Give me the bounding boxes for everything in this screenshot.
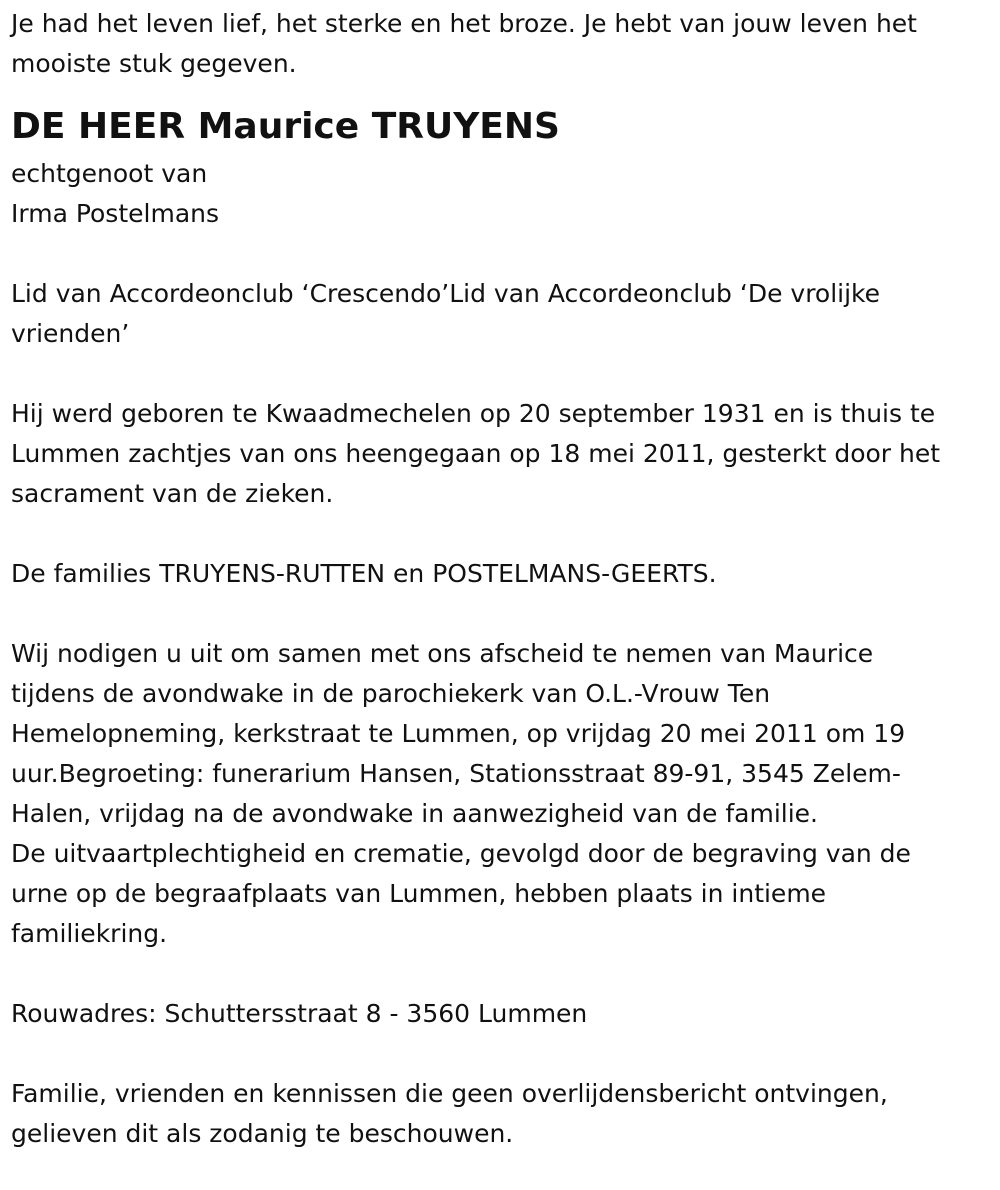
quote-paragraph bbox=[11, 4, 993, 84]
invitation-line: urne op de begraafplaats van Lummen, hebben plaats in intieme bbox=[11, 879, 827, 908]
birth-death-line: Lummen zachtjes van ons heengegaan op 18 mei 2011, gesterkt door het bbox=[11, 439, 941, 468]
spacer bbox=[11, 594, 993, 634]
quote-line: Je had het leven lief, het sterke en het broze. Je hebt van jouw leven het bbox=[11, 9, 917, 38]
families-line: De families TRUYENS-RUTTEN en POSTELMANS-GEERTS. bbox=[11, 559, 717, 588]
birth-death-paragraph bbox=[11, 394, 993, 514]
membership-line: Lid van Accordeonclub ‘Crescendo’Lid van Accordeonclub ‘De vrolijke bbox=[11, 279, 881, 308]
invitation-line: uur.Begroeting: funerarium Hansen, Stationsstraat 89-91, 3545 Zelem- bbox=[11, 759, 901, 788]
closing-paragraph bbox=[11, 1074, 993, 1154]
mourning-address: Rouwadres: Schuttersstraat 8 - 3560 Lummen bbox=[11, 999, 588, 1028]
membership-line: vrienden’ bbox=[11, 319, 130, 348]
deceased-name-title: DE HEER Maurice TRUYENS bbox=[11, 106, 560, 147]
invitation-paragraph bbox=[11, 634, 993, 954]
spacer bbox=[11, 954, 993, 994]
families-paragraph bbox=[11, 554, 993, 594]
address-paragraph bbox=[11, 994, 993, 1034]
invitation-line: Halen, vrijdag na de avondwake in aanwezigheid van de familie. bbox=[11, 799, 818, 828]
birth-death-line: sacrament van de zieken. bbox=[11, 479, 334, 508]
spacer bbox=[11, 354, 993, 394]
invitation-line: De uitvaartplechtigheid en crematie, gevolgd door de begraving van de bbox=[11, 839, 911, 868]
quote-line: mooiste stuk gegeven. bbox=[11, 49, 297, 78]
invitation-line: Hemelopneming, kerkstraat te Lummen, op vrijdag 20 mei 2011 om 19 bbox=[11, 719, 906, 748]
obituary-document bbox=[11, 4, 993, 1154]
membership-paragraph bbox=[11, 274, 993, 354]
closing-line: gelieven dit als zodanig te beschouwen. bbox=[11, 1119, 514, 1148]
spouse-name: Irma Postelmans bbox=[11, 199, 220, 228]
birth-death-line: Hij werd geboren te Kwaadmechelen op 20 september 1931 en is thuis te bbox=[11, 399, 936, 428]
spouse-label: echtgenoot van bbox=[11, 159, 208, 188]
closing-line: Familie, vrienden en kennissen die geen overlijdensbericht ontvingen, bbox=[11, 1079, 888, 1108]
spacer bbox=[11, 234, 993, 274]
spacer bbox=[11, 1034, 993, 1074]
invitation-line: familiekring. bbox=[11, 919, 168, 948]
spouse-paragraph bbox=[11, 154, 993, 234]
invitation-line: tijdens de avondwake in de parochiekerk van O.L.-Vrouw Ten bbox=[11, 679, 771, 708]
spacer bbox=[11, 514, 993, 554]
invitation-line: Wij nodigen u uit om samen met ons afscheid te nemen van Maurice bbox=[11, 639, 874, 668]
